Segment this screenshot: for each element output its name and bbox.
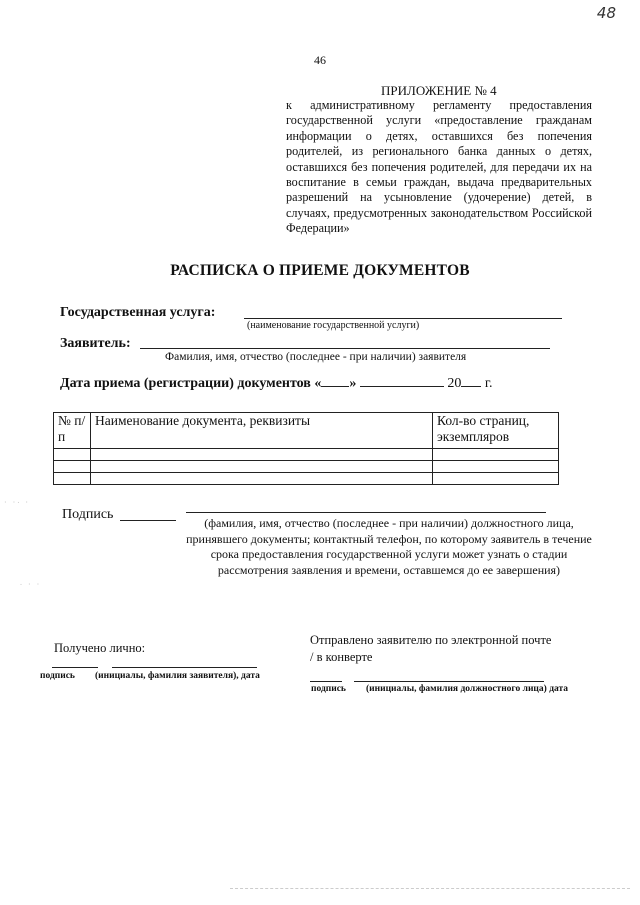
year-suffix: г. — [484, 376, 493, 391]
header-number: № п/п — [54, 413, 91, 449]
cell — [91, 449, 433, 461]
page-number: 46 — [314, 53, 326, 67]
cell — [433, 473, 559, 485]
handwritten-page-number: 48 — [596, 4, 616, 22]
cell — [91, 461, 433, 473]
header-pages: Кол-во страниц, экземпляров — [433, 413, 559, 449]
table-row — [54, 461, 559, 473]
received-label: Получено лично: — [54, 641, 146, 655]
month-line — [360, 386, 444, 387]
signature-label: Подпись — [62, 507, 114, 522]
date-label — [60, 376, 493, 392]
service-line — [244, 318, 562, 319]
applicant-label: Заявитель: — [60, 336, 131, 351]
scan-edge-artifact — [230, 888, 630, 889]
cell — [91, 473, 433, 485]
date-quote-close: » — [349, 376, 357, 391]
cell — [433, 461, 559, 473]
date-label-text: Дата приема (регистрации) документов « — [60, 376, 322, 391]
sent-sign-caption: подпись — [311, 684, 346, 694]
scan-noise: ∙ · · — [20, 580, 42, 589]
signature-caption: (фамилия, имя, отчество (последнее - при наличии) должностного лица, принявшего документы; контактный телефон, по которому заявитель в течение срока предоставления государственной услуги может узнать о стадии рассмотрения заявления и времени, оставшемся до ее завершения) — [186, 516, 592, 577]
service-caption: (наименование государственной услуги) — [247, 320, 420, 331]
received-name-line — [112, 667, 257, 668]
applicant-caption: Фамилия, имя, отчество (последнее - при наличии) заявителя — [165, 351, 467, 363]
sent-label-envelope: / в конверте — [310, 650, 373, 664]
signature-line — [120, 520, 176, 521]
cell — [54, 461, 91, 473]
service-label: Государственная услуга: — [60, 305, 216, 320]
document-title: РАСПИСКА О ПРИЕМЕ ДОКУМЕНТОВ — [170, 262, 470, 279]
sent-sign-line — [310, 681, 342, 682]
table-header-row — [54, 413, 559, 449]
table-row — [54, 449, 559, 461]
cell — [54, 449, 91, 461]
official-line — [186, 512, 546, 513]
cell — [54, 473, 91, 485]
appendix-title: ПРИЛОЖЕНИЕ № 4 — [381, 83, 497, 98]
received-sign-line — [52, 667, 98, 668]
documents-table — [53, 412, 559, 485]
day-line — [321, 386, 349, 387]
year-prefix: 20 — [447, 376, 462, 391]
received-name-caption: (инициалы, фамилия заявителя), дата — [95, 671, 260, 681]
sent-name-line — [354, 681, 544, 682]
cell — [433, 449, 559, 461]
applicant-line — [140, 348, 550, 349]
sent-label: Отправлено заявителю по электронной почте — [310, 633, 552, 647]
received-sign-caption: подпись — [40, 671, 75, 681]
header-document-name: Наименование документа, реквизиты — [91, 413, 433, 449]
table-row — [54, 473, 559, 485]
year-line — [461, 386, 481, 387]
sent-name-caption: (инициалы, фамилия должностного лица) дата — [366, 684, 569, 694]
appendix-text: к административному регламенту предоставления государственной услуги «предоставление гражданам информации о детях, оставшихся без попечения родителей, из регионального банка данных о детях, оставшихся без попечения родителей, для передачи их на воспитание в семьи граждан, выдача предварительных разрешений на усыновление (удочерение) детей, в случаях, предусмотренных законодательством Российской Федерации» — [286, 98, 592, 236]
scan-noise: · ·∙ · — [4, 498, 30, 507]
